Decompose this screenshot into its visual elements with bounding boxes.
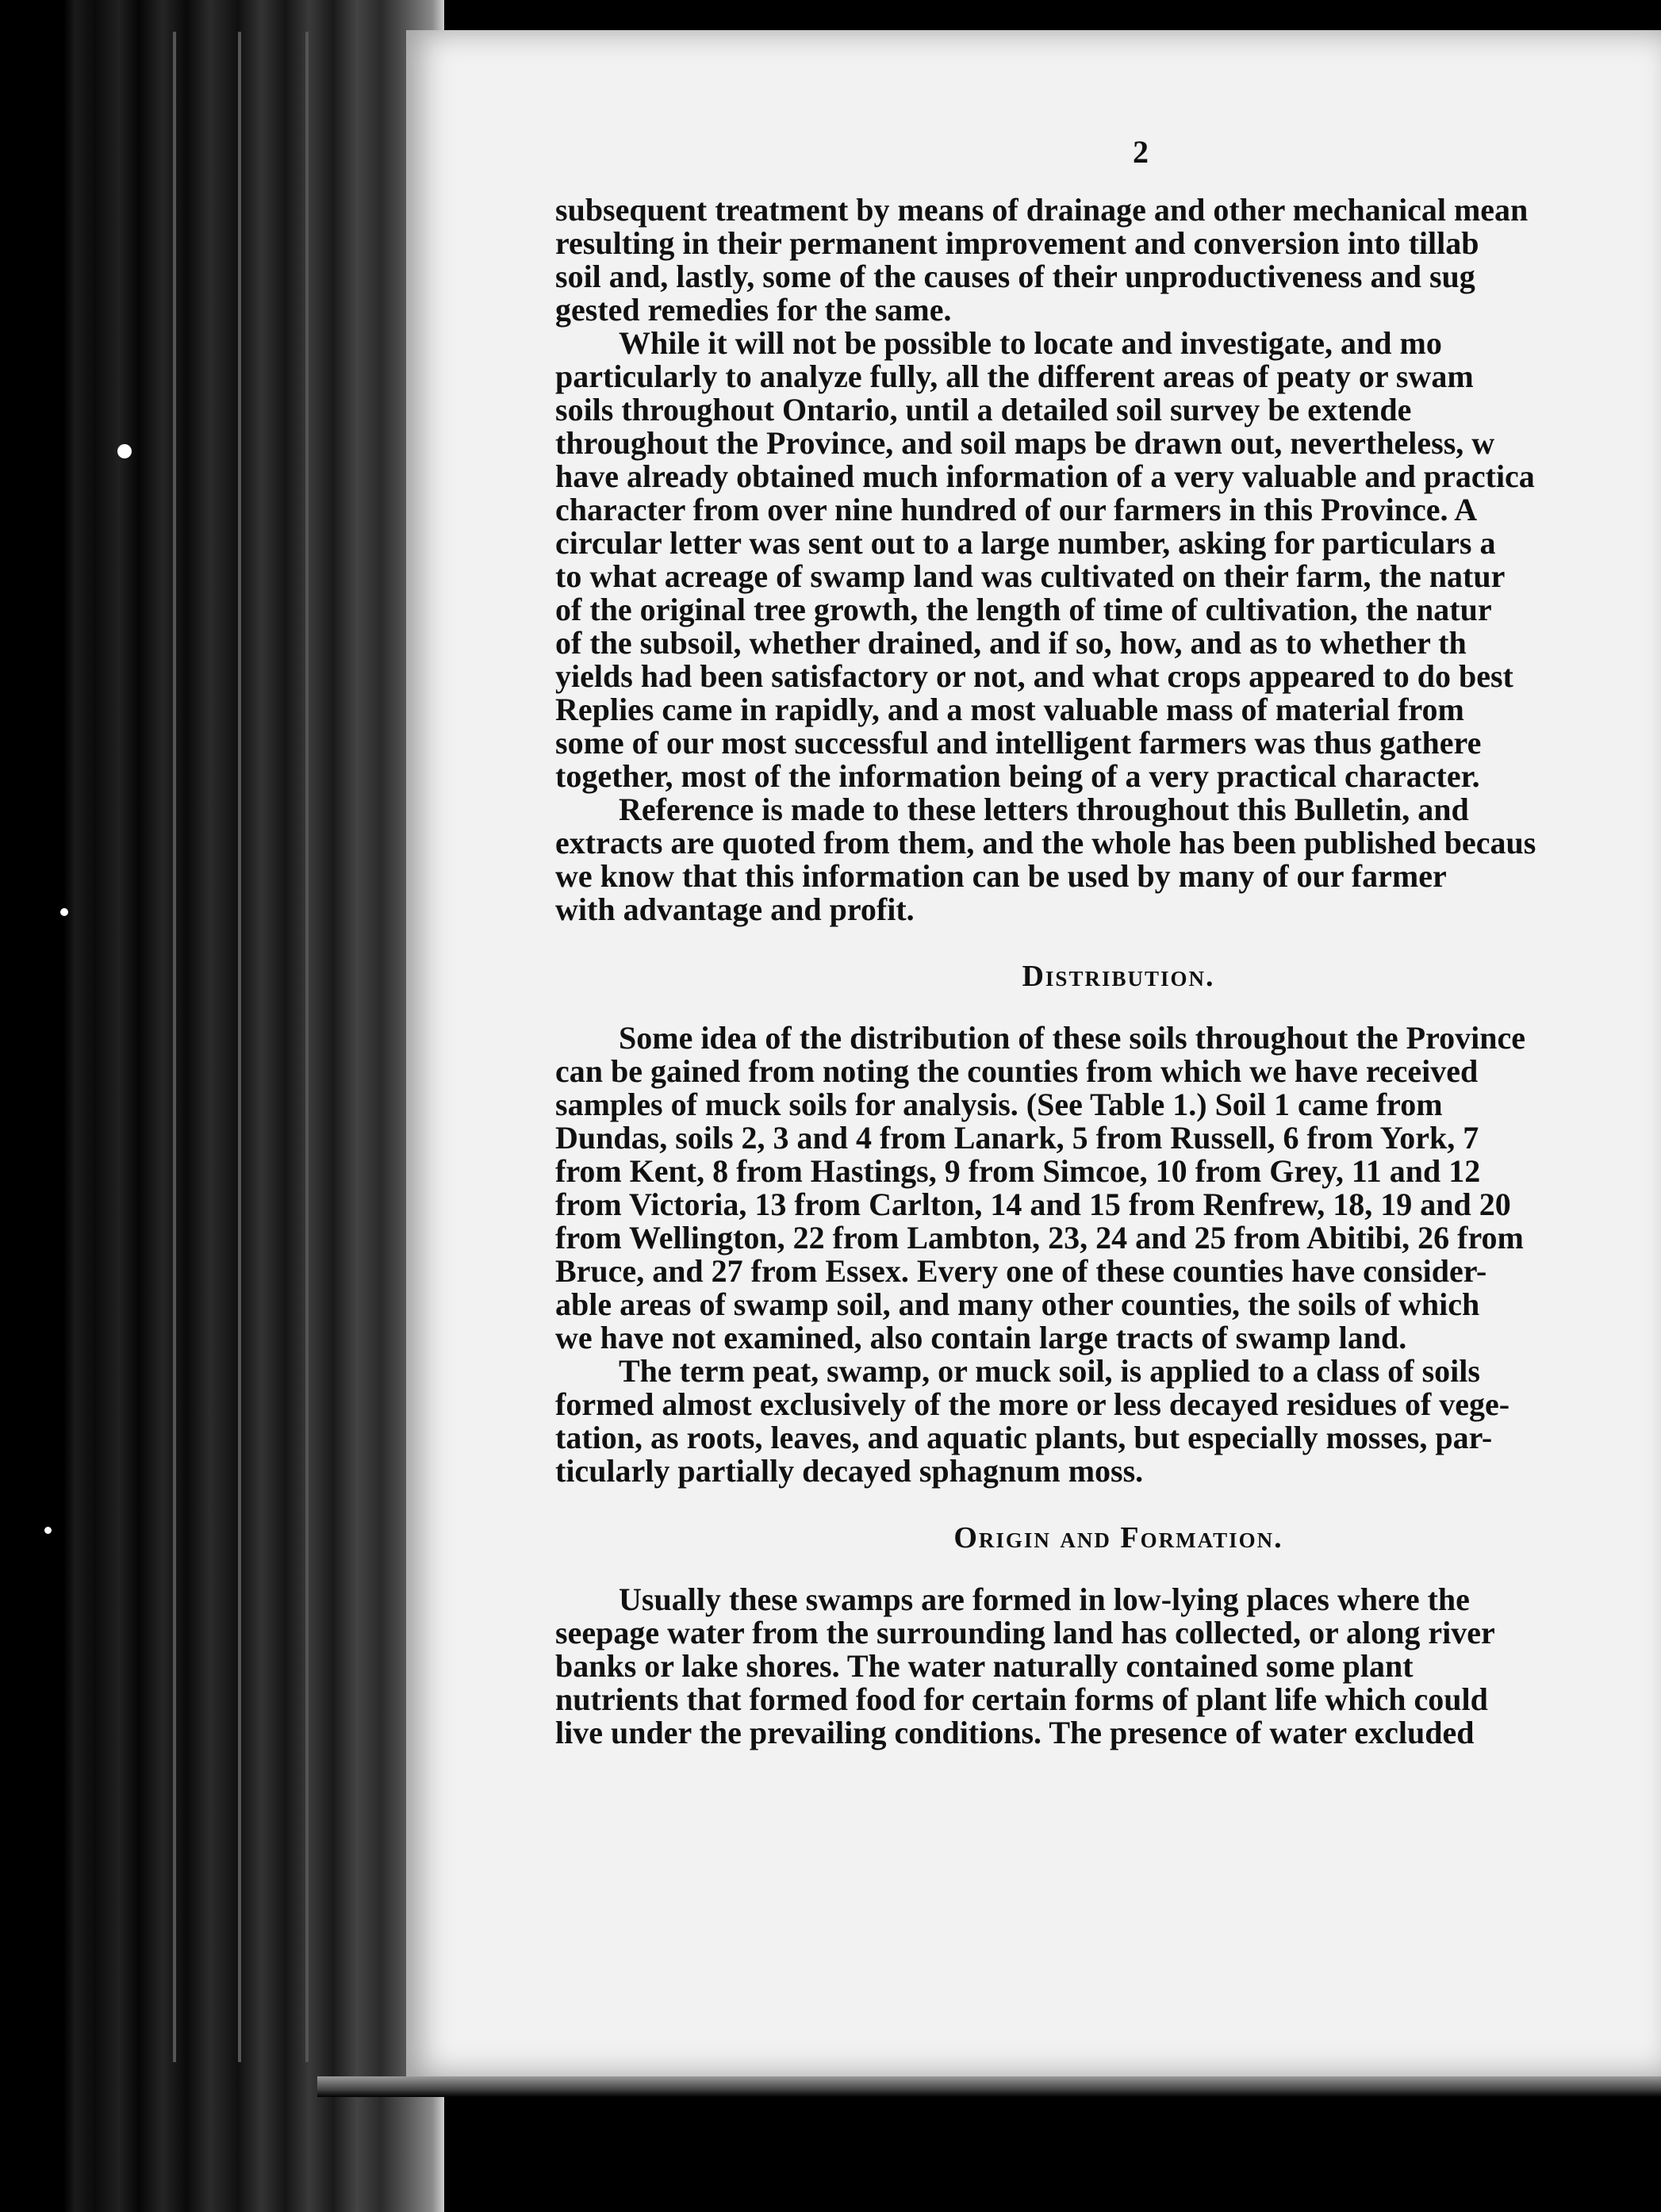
text-line: character from over nine hundred of our farmers in this Province. A (555, 492, 1478, 527)
text-line: able areas of swamp soil, and many other counties, the soils of which (555, 1286, 1480, 1322)
text-line: have already obtained much information of a very valuable and practica (555, 458, 1535, 494)
dust-speck (44, 1527, 52, 1534)
text-line: formed almost exclusively of the more or less decayed residues of vege- (555, 1386, 1510, 1422)
text-line: of the original tree growth, the length of time of cultivation, the natur (555, 592, 1492, 627)
text-line: banks or lake shores. The water naturally contained some plant (555, 1648, 1414, 1684)
text-line: circular letter was sent out to a large number, asking for particulars a (555, 525, 1496, 561)
text-line: samples of muck soils for analysis. (See Table 1.) Soil 1 came from (555, 1087, 1443, 1122)
text-line: Usually these swamps are formed in low-lying places where the (619, 1581, 1470, 1617)
text-line: While it will not be possible to locate and investigate, and mo (619, 325, 1442, 361)
page-bottom-edge (317, 2076, 1661, 2097)
text-line: gested remedies for the same. (555, 292, 952, 328)
text-line: subsequent treatment by means of drainage and other mechanical mean (555, 192, 1529, 228)
text-line: The term peat, swamp, or muck soil, is applied to a class of soils (619, 1353, 1480, 1389)
book-spine (0, 0, 444, 2212)
page-number: 2 (1133, 134, 1149, 170)
text-line: Reference is made to these letters throughout this Bulletin, and (619, 792, 1469, 827)
text-line: soils throughout Ontario, until a detailed soil survey be extende (555, 392, 1412, 427)
page-edge-line (173, 32, 176, 2062)
text-line: we know that this information can be used by many of our farmer (555, 858, 1447, 894)
text-line: ticularly partially decayed sphagnum moss. (555, 1453, 1144, 1489)
page-text (555, 194, 1661, 1750)
page-edge-line (238, 32, 241, 2062)
text-line: throughout the Province, and soil maps be drawn out, nevertheless, w (555, 425, 1495, 461)
text-line: nutrients that formed food for certain forms of plant life which could (555, 1681, 1488, 1717)
text-line: seepage water from the surrounding land has collected, or along river (555, 1615, 1495, 1650)
dust-speck (60, 908, 68, 916)
text-line: can be gained from noting the counties from which we have received (555, 1053, 1479, 1089)
text-line: from Victoria, 13 from Carlton, 14 and 15 from Renfrew, 18, 19 and 20 (555, 1187, 1511, 1222)
section-heading-distribution: Distribution. (1022, 960, 1215, 993)
page-edge-line (305, 32, 309, 2062)
text-line: from Kent, 8 from Hastings, 9 from Simcoe, 10 from Grey, 11 and 12 (555, 1153, 1481, 1189)
text-line: soil and, lastly, some of the causes of their unproductiveness and sug (555, 259, 1475, 294)
section-heading-origin: Origin and Formation. (953, 1521, 1283, 1555)
text-line: together, most of the information being of a very practical character. (555, 758, 1480, 794)
text-line: live under the prevailing conditions. The presence of water excluded (555, 1715, 1475, 1750)
text-line: resulting in their permanent improvement and conversion into tillab (555, 225, 1479, 261)
text-line: from Wellington, 22 from Lambton, 23, 24 and 25 from Abitibi, 26 from (555, 1220, 1524, 1256)
text-line: extracts are quoted from them, and the whole has been published becaus (555, 825, 1536, 861)
text-line: we have not examined, also contain large tracts of swamp land. (555, 1320, 1407, 1355)
text-line: particularly to analyze fully, all the different areas of peaty or swam (555, 358, 1474, 394)
text-line: Replies came in rapidly, and a most valuable mass of material from (555, 692, 1464, 727)
text-line: yields had been satisfactory or not, and what crops appeared to do best (555, 658, 1513, 694)
text-line: Bruce, and 27 from Essex. Every one of these counties have consider- (555, 1253, 1487, 1289)
dust-speck (117, 444, 132, 458)
text-line: Some idea of the distribution of these soils throughout the Province (619, 1020, 1525, 1056)
text-line: some of our most successful and intelligent farmers was thus gathere (555, 725, 1482, 761)
text-line: Dundas, soils 2, 3 and 4 from Lanark, 5 from Russell, 6 from York, 7 (555, 1120, 1479, 1156)
text-line: of the subsoil, whether drained, and if so, how, and as to whether th (555, 625, 1467, 661)
text-line: to what acreage of swamp land was cultivated on their farm, the natur (555, 558, 1506, 594)
text-line: with advantage and profit. (555, 891, 915, 927)
text-line: tation, as roots, leaves, and aquatic plants, but especially mosses, par- (555, 1420, 1493, 1455)
